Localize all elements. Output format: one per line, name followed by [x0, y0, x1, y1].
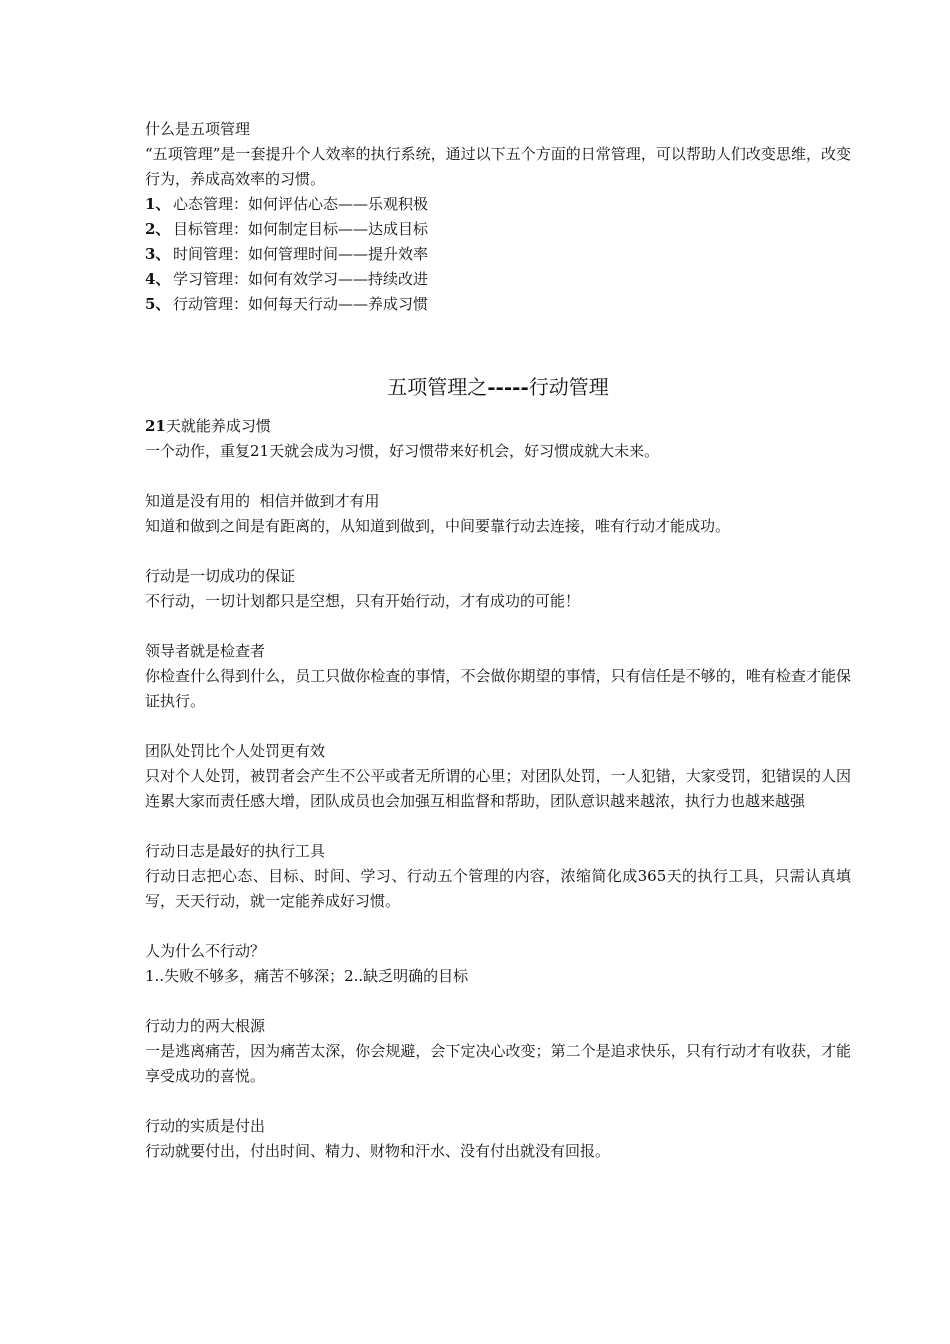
- list-item: [145, 292, 851, 317]
- list-item: [145, 267, 851, 292]
- section-action-guarantee: [145, 564, 851, 614]
- list-item-number: 1、: [145, 195, 171, 213]
- list-item-text: 目标管理：如何制定目标——达成目标: [173, 220, 429, 238]
- section-body: 只对个人处罚，被罚者会产生不公平或者无所谓的心里；对团队处罚，一人犯错，大家受罚，犯错误的人因连累大家而责任感大增，团队成员也会加强互相监督和帮助，团队意识越来越浓，执行力也越来越强: [145, 767, 851, 810]
- list-item: [145, 217, 851, 242]
- list-item: [145, 192, 851, 217]
- section-body: 行动就要付出，付出时间、精力、财物和汗水、没有付出就没有回报。: [145, 1142, 611, 1160]
- section-body: 一个动作，重复21天就会成为习惯，好习惯带来好机会，好习惯成就大未来。: [145, 442, 660, 460]
- section-heading-text: 天就能养成习惯: [165, 417, 271, 435]
- title-part2: 行动管理: [528, 375, 609, 399]
- list-item-text: 行动管理：如何每天行动——养成习惯: [173, 295, 429, 313]
- management-list: [145, 192, 851, 317]
- list-item-text: 心态管理：如何评估心态——乐观积极: [173, 195, 429, 213]
- list-item-number: 5、: [145, 295, 171, 313]
- list-item-text: 学习管理：如何有效学习——持续改进: [173, 270, 429, 288]
- intro-description: “五项管理”是一套提升个人效率的执行系统，通过以下五个方面的日常管理，可以帮助人们改变思维，改变行为，养成高效率的习惯。: [145, 145, 851, 188]
- title-part1: 五项管理之: [387, 375, 488, 399]
- title-dashes: -----: [487, 375, 529, 399]
- section-body: 1..失败不够多，痛苦不够深；2..缺乏明确的目标: [145, 967, 469, 985]
- section-heading: 行动日志是最好的执行工具: [145, 842, 326, 860]
- section-body: 你检查什么得到什么，员工只做你检查的事情，不会做你期望的事情，只有信任是不够的，唯有检查才能保证执行。: [145, 667, 851, 710]
- section-body: 行动日志把心态、目标、时间、学习、行动五个管理的内容，浓缩简化成365天的执行工具，只需认真填写，天天行动，就一定能养成好习惯。: [145, 867, 851, 910]
- section-action-essence: [145, 1114, 851, 1164]
- intro-block: [145, 117, 851, 317]
- list-item: [145, 242, 851, 267]
- section-heading: 行动的实质是付出: [145, 1117, 266, 1135]
- section-body: 知道和做到之间是有距离的，从知道到做到，中间要靠行动去连接，唯有行动才能成功。: [145, 517, 731, 535]
- list-item-text: 时间管理：如何管理时间——提升效率: [173, 245, 429, 263]
- section-heading-number: 21: [145, 417, 166, 435]
- intro-heading: 什么是五项管理: [145, 120, 251, 138]
- document-page: [145, 117, 851, 1189]
- section-body: 一是逃离痛苦，因为痛苦太深，你会规避，会下定决心改变；第二个是追求快乐，只有行动才有收获，才能享受成功的喜悦。: [145, 1042, 851, 1085]
- section-action-roots: [145, 1014, 851, 1089]
- section-knowing-doing: [145, 489, 851, 539]
- list-item-number: 2、: [145, 220, 171, 238]
- section-why-no-action: [145, 939, 851, 989]
- section-team-penalty: [145, 739, 851, 814]
- section-body: 不行动，一切计划都只是空想，只有开始行动，才有成功的可能！: [145, 592, 581, 610]
- section-heading: 行动力的两大根源: [145, 1017, 266, 1035]
- section-heading: 人为什么不行动？: [145, 942, 266, 960]
- section-action-log: [145, 839, 851, 914]
- section-heading: [145, 414, 851, 439]
- section-habit: [145, 414, 851, 464]
- page-title: [145, 372, 851, 402]
- section-heading: 团队处罚比个人处罚更有效: [145, 742, 326, 760]
- section-heading: 领导者就是检查者: [145, 642, 266, 660]
- section-heading: 知道是没有用的 相信并做到才有用: [145, 492, 380, 510]
- section-leader-inspector: [145, 639, 851, 714]
- list-item-number: 4、: [145, 270, 171, 288]
- list-item-number: 3、: [145, 245, 171, 263]
- section-heading: 行动是一切成功的保证: [145, 567, 296, 585]
